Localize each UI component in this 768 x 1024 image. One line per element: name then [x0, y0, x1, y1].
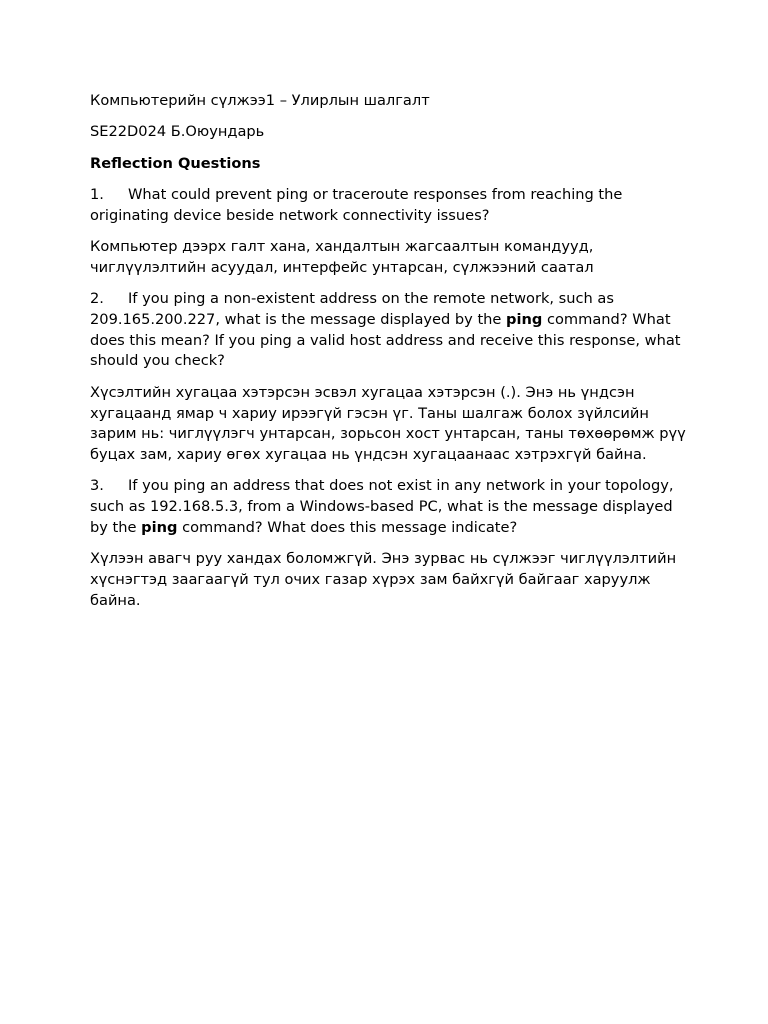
question-2-text-after: command? What does this mean? If you ping a valid host address and receive this response, what should you check?: [90, 310, 681, 370]
question-2: [90, 289, 690, 372]
answer-2: Хүсэлтийн хугацаа хэтэрсэн эсвэл хугацаа хэтэрсэн (.). Энэ нь үндсэн хугацаанд ямар ч хариу ирээгүй гэсэн үг. Таны шалгаж болох зүйлсийн зарим нь: чиглүүлэгч унтарсан, зорьсон хост унтарсан, таны төхөөрөмж рүү буцах зам, хариу өгөх хугацаа нь үндсэн хугацаанаас хэтрэхгүй байна.: [90, 383, 686, 464]
section-heading: Reflection Questions: [90, 154, 261, 172]
question-1-text: What could prevent ping or traceroute responses from reaching the originating device beside network connectivity issues?: [90, 185, 623, 224]
question-2-number: 2.: [90, 290, 104, 308]
question-2-bold-command: ping: [506, 310, 543, 328]
author-line: SE22D024 Б.Оюундарь: [90, 123, 265, 141]
question-3-text-after: command? What does this message indicate?: [182, 519, 518, 537]
question-3-number: 3.: [90, 477, 104, 495]
question-2-text-before: If you ping a non-existent address on the remote network, such as 209.165.200.227, what is the message displayed by the: [90, 290, 614, 328]
question-1-number: 1.: [90, 185, 104, 203]
question-3-bold-command: ping: [141, 519, 178, 537]
answer-1: Компьютер дээрх галт хана, хандалтын жагсаалтын командууд, чиглүүлэлтийн асуудал, интерфейс унтарсан, сүлжээний саатал: [90, 237, 594, 276]
question-3-text-before: If you ping an address that does not exist in any network in your topology, such as 192.168.5.3, from a Windows-based PC, what is the message displayed by the: [90, 477, 674, 537]
document-title: Компьютерийн сүлжээ1 – Улирлын шалгалт: [90, 92, 430, 109]
question-1: [90, 185, 690, 227]
answer-3: Хүлээн авагч руу хандах боломжгүй. Энэ зурвас нь сүлжээг чиглүүлэлтийн хүснэгтэд заагаагүй тул очих газар хүрэх зам байхгүй байгааг харуулж байна.: [90, 550, 677, 609]
document-page: [90, 91, 690, 622]
question-3: [90, 476, 690, 538]
